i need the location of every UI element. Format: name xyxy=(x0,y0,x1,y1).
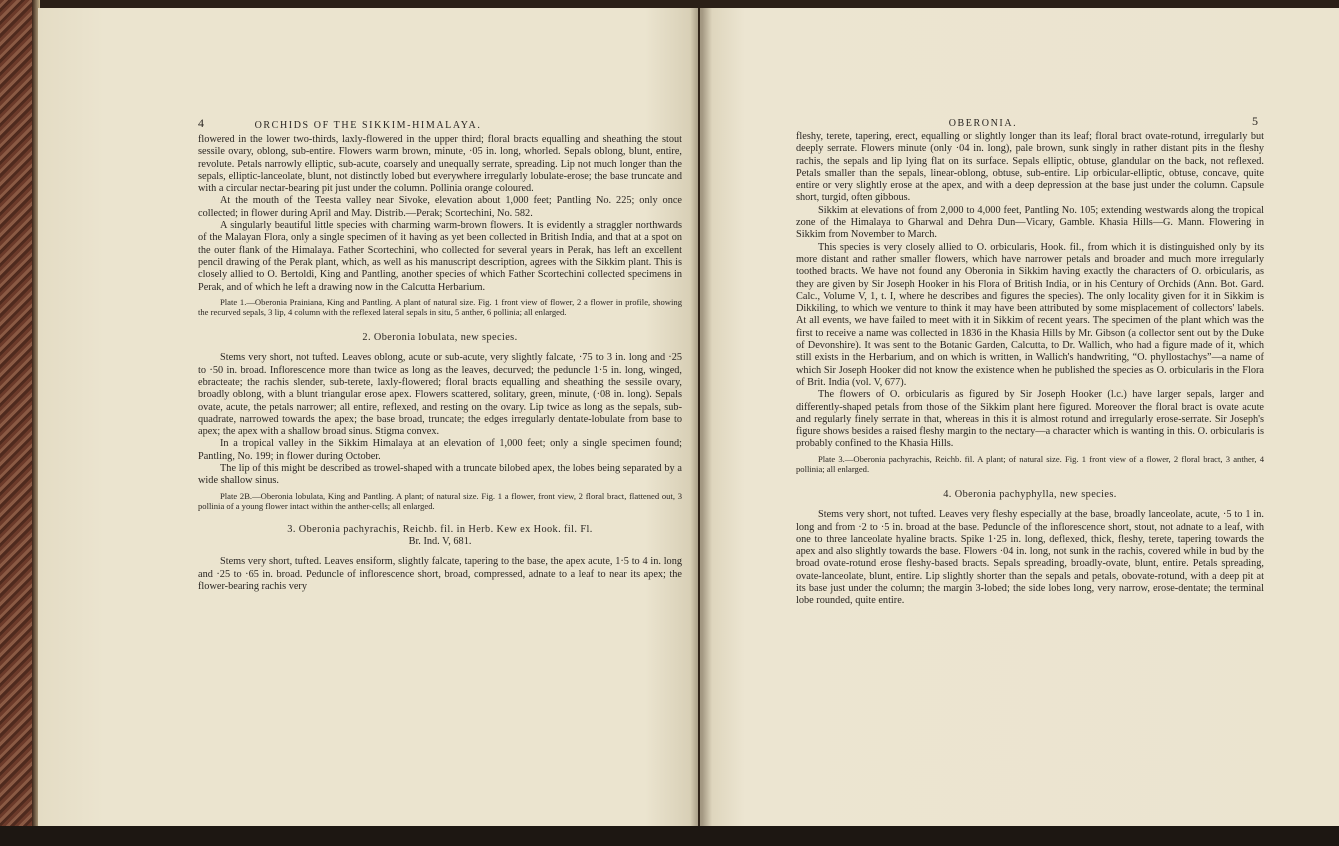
running-head: ORCHIDS OF THE SIKKIM-HIMALAYA. xyxy=(254,120,482,131)
page-number: 4 xyxy=(198,116,204,130)
paragraph: fleshy, terete, tapering, erect, equalling or slightly longer than its leaf; floral bract ovate-rotund, irregularly but deeply serrate. Flowers minute (only ·04 in. long), pale brown, sunk singly in rather distant pits in the fleshy rachis, the sepals and lip lying flat on its surface. Sepals elliptic, obtuse, glandular on the back, not reflexed. Petals smaller than the sepals, linear-oblong, obtuse, sub-entire. Lip orbicular-elliptic, obtuse, concave, quite entire or very slightly erose at the apex, and with a deep depression at the base just under the column. Capsule short, turgid, often gibbous. xyxy=(796,131,1264,204)
left-page xyxy=(38,8,698,826)
book-binding-edge xyxy=(0,0,40,846)
section-heading-reference: Br. Ind. V, 681. xyxy=(408,536,472,548)
paragraph: Stems very short, tufted. Leaves ensiform, slightly falcate, tapering to the base, the apex acute, 1·5 to 4 in. long and ·25 to ·65 in. broad. Peduncle of inflorescence short, broad, compressed, adnate to a leaf to near its apex; the flower-bearing rachis very xyxy=(198,556,682,592)
section-heading: 2. Oberonia lobulata, new species. xyxy=(362,332,518,344)
left-page-body xyxy=(198,134,682,593)
running-head: OBERONIA. xyxy=(948,118,1018,129)
book-bottom-edge xyxy=(0,826,1339,846)
paragraph: flowered in the lower two-thirds, laxly-flowered in the upper third; floral bracts equalling and sheathing the stout sessile ovary, oblong, sub-entire. Flowers warm brown, minute, ·05 in. long, whorled. Sepals oblong, blunt, entire, revolute. Petals narrowly elliptic, sub-acute, coarsely and unequally serrate, spreading. Lip not much longer than the sepals, elliptic-lanceolate, blunt, not distinctly lobed but everywhere irregularly lobulate-erose; the base truncate and with a circular nectar-bearing pit just under the column. Pollinia orange coloured. xyxy=(198,134,682,195)
right-page-body xyxy=(796,131,1264,608)
paragraph: The lip of this might be described as trowel-shaped with a truncate bilobed apex, the lobes being separated by a wide shallow sinus. xyxy=(198,463,682,487)
paragraph: A singularly beautiful little species with charming warm-brown flowers. It is evidently a straggler northwards of the Malayan Flora, only a single specimen of it having as yet been collected in British India, and that at a spot on the outer flank of the Himalaya. Father Scortechini, who collected for several years in Perak, has left an excellent pencil drawing of the Perak plant, which, as well as his manuscript description, agrees with the Sikkim plant. This is closely allied to O. Bertoldi, King and Pantling, another species of which Father Scortechini collected specimens in Perak, and of which he left a drawing now in the Calcutta Herbarium. xyxy=(198,220,682,293)
paragraph: In a tropical valley in the Sikkim Himalaya at an elevation of 1,000 feet; only a single specimen found; Pantling, No. 199; in flower during October. xyxy=(198,438,682,462)
plate-caption: Plate 3.—Oberonia pachyrachis, Reichb. fil. A plant; of natural size. Fig. 1 front view of a flower, 2 floral bract, 3 anther, 4 pollinia; all enlarged. xyxy=(796,453,1264,475)
paragraph: Sikkim at elevations of from 2,000 to 4,000 feet, Pantling No. 105; extending westwards along the tropical zone of the Himalaya to Gharwal and Dehra Dun—Vicary, Gamble. Khasia Hills—G. Mann. Flowering in Sikkim from November to March. xyxy=(796,204,1264,241)
page-number: 5 xyxy=(1252,114,1258,128)
right-page xyxy=(700,8,1339,826)
paragraph: At the mouth of the Teesta valley near Sivoke, elevation about 1,000 feet; Pantling No. 225; only once collected; in flower during April and May. Distrib.—Perak; Scortechini, No. 582. xyxy=(198,195,682,219)
section-heading: 4. Oberonia pachyphylla, new species. xyxy=(943,488,1117,500)
section-heading: 3. Oberonia pachyrachis, Reichb. fil. in Herb. Kew ex Hook. fil. Fl. xyxy=(287,523,593,535)
paragraph: The flowers of O. orbicularis as figured by Sir Joseph Hooker (l.c.) have larger sepals, larger and differently-shaped petals from those of the Sikkim plant here figured. Moreover the floral bract is ovate acute and regularly finely serrate in that, whereas in this it is almost rotund and irregularly erose-serrate. Sir Joseph's figure shows besides a raised fleshy margin to the nectary—a character which is wanting in this. O. orbicularis is probably confined to the Khasia Hills. xyxy=(796,389,1264,450)
paragraph: Stems very short, not tufted. Leaves oblong, acute or sub-acute, very slightly falcate, ·75 to 3 in. long and ·25 to ·50 in. broad. Inflorescence more than twice as long as the leaves, decurved; the peduncle 1·5 in. long, winged, ebracteate; the rachis slender, sub-terete, laxly-flowered; floral bracts equalling and sheathing the sessile ovary, broadly oblong, with a blunt triangular erose apex. Flowers scattered, solitary, green, minute, (·08 in. long). Sepals ovate, acute, the petals narrower; all entire, reflexed, and resting on the ovary. Lip twice as long as the sepals, sub-quadrate, narrowed towards the apex; the base broad, truncate; the edges irregularly dentate-lobulate from base to apex; the apex with a shallow broad sinus. Stigma convex. xyxy=(198,352,682,438)
paragraph: This species is very closely allied to O. orbicularis, Hook. fil., from which it is distinguished only by its more distant and rather smaller flowers, which have narrower petals and broader and much more irregularly toothed bracts. We have not found any Oberonia in Sikkim having exactly the characters of O. orbicularis, as they are given by Sir Joseph Hooker in his Flora of British India, or in his Century of Orchids (Ann. Bot. Gard. Calc., Volume V, 1, t. I, where he describes and figures the species). The only locality given for it in Sikkim is Dikkiling, to which we venture to think it may have been attributed by some misplacement of collectors' labels. At all events, we have failed to meet with it in Sikkim of recent years. The specimen of the plant which was the first to receive a name was collected in 1836 in the Khasia Hills by Mr. Gibson (a collector sent out by the Duke of Devonshire). It was sent to the Botanic Garden, Calcutta, to Dr. Wallich, who had a figure made of it, which still exists in the Herbarium, and on which is written, in Wallich's handwriting, “O. phyllostachys”—a name of which Sir Joseph Hooker did not know the existence when he published the species as O. orbicularis in the Flora of Brit. India (vol. V, 677). xyxy=(796,241,1264,388)
plate-caption: Plate 2B.—Oberonia lobulata, King and Pantling. A plant; of natural size. Fig. 1 a flower, front view, 2 floral bract, flattened out, 3 pollinia of a young flower intact within the anther-cells; all enlarged. xyxy=(198,490,682,512)
book-gutter xyxy=(690,8,712,826)
plate-caption: Plate 1.—Oberonia Prainiana, King and Pantling. A plant of natural size. Fig. 1 front view of flower, 2 a flower in profile, showing the recurved sepals, 3 lip, 4 column with the reflexed lateral sepals in situ, 5 anther, 6 pollinia; all enlarged. xyxy=(198,296,682,318)
paragraph: Stems very short, not tufted. Leaves very fleshy especially at the base, broadly lanceolate, acute, ·5 to 1 in. long and from ·2 to ·5 in. broad at the base. Peduncle of the inflorescence short, stout, not adnate to a leaf, with one to three lanceolate hyaline bracts. Spike 1·25 in. long, deflexed, thick, fleshy, terete, tapering towards the apex and also slightly towards the base. Flowers ·04 in. long, not sunk in the rachis, covered while in bud by the broad ovate-rotund erose fleshy-based bracts. Sepals spreading, broadly-ovate, blunt, entire. Petals spreading, ovate-lanceolate, blunt, entire. Lip slightly shorter than the sepals and petals, obovate-rotund, with a deep pit at its base just under the column; the margin 3-lobed; the side lobes long, very narrow, erose-dentate; the terminal lobe rounded, quite entire. xyxy=(796,509,1264,607)
